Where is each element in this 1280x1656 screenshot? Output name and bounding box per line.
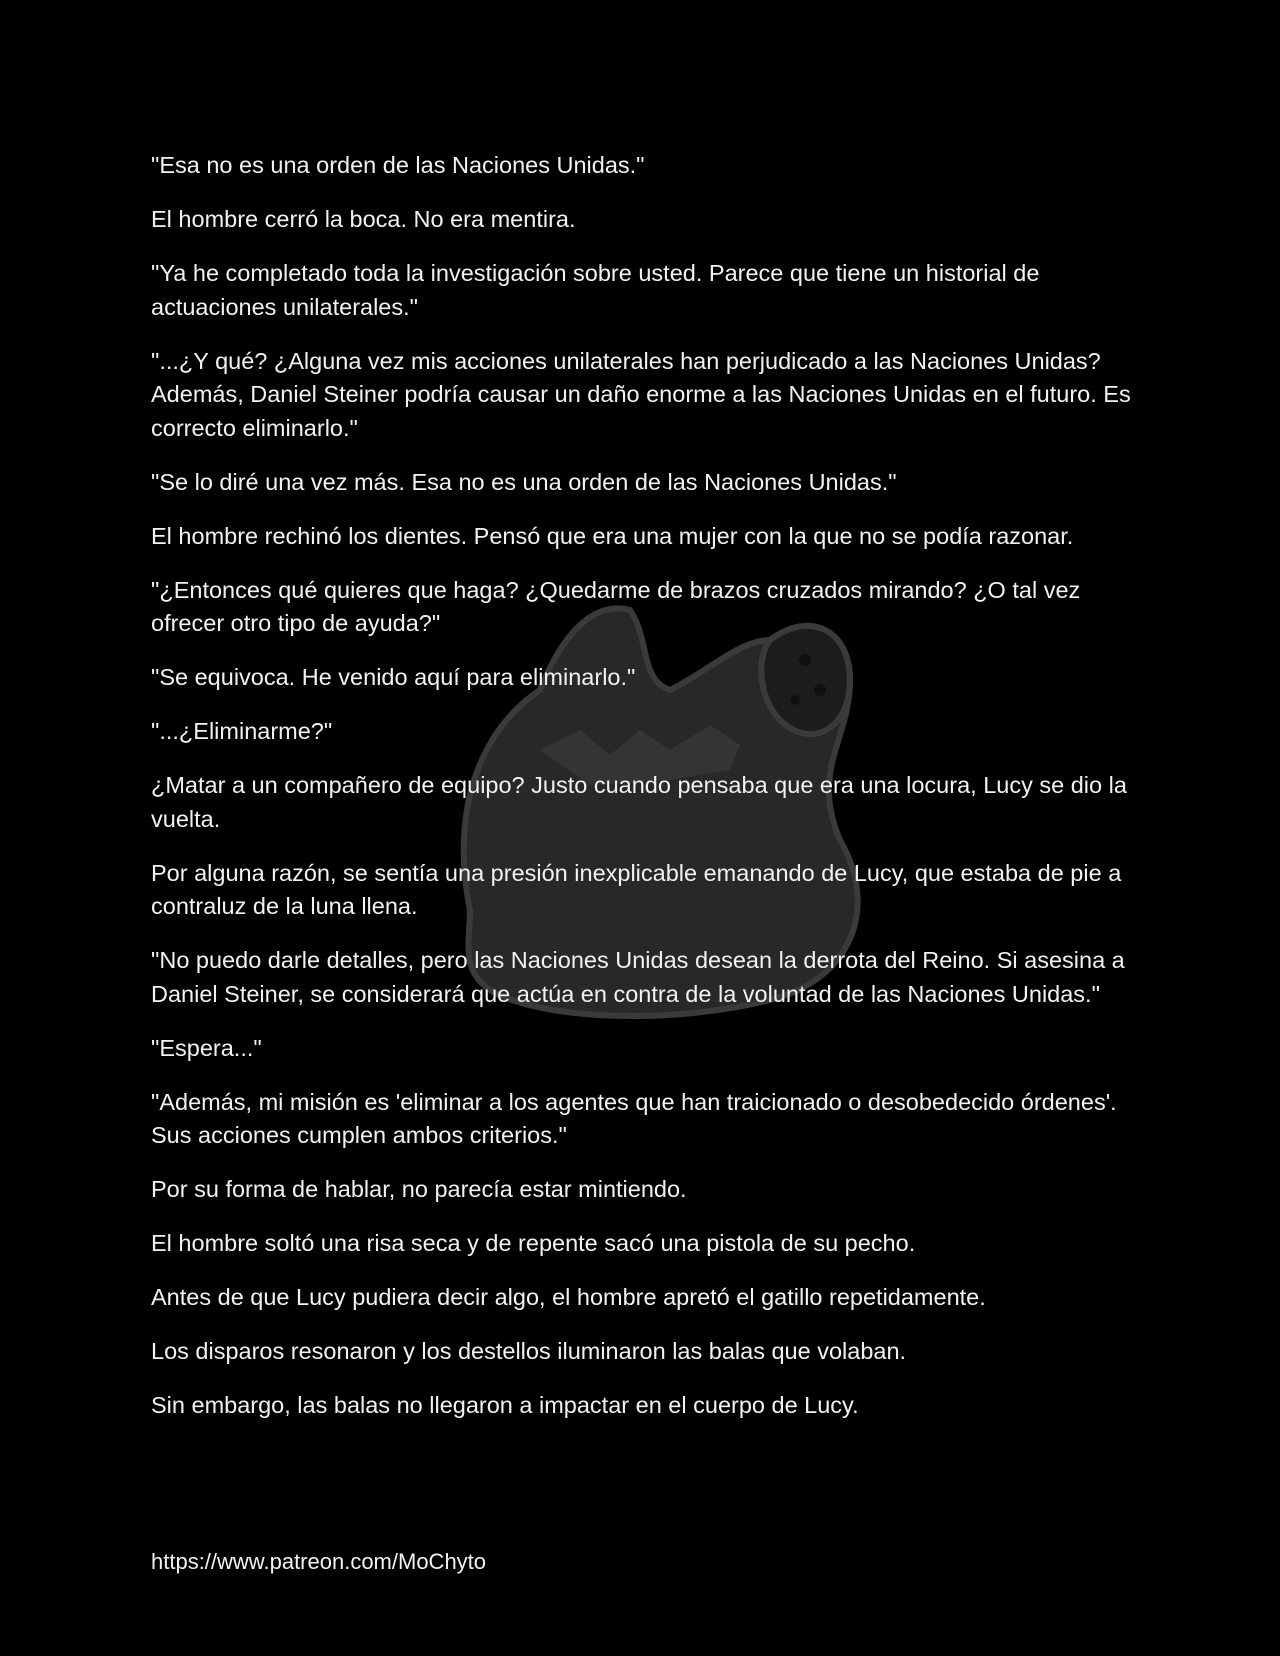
- paragraph: "Se equivoca. He venido aquí para eliminarlo.": [151, 664, 636, 690]
- paragraph: "Ya he completado toda la investigación sobre usted. Parece que tiene un historial de actuaciones unilaterales.": [151, 260, 1040, 320]
- paragraph: "¿Entonces qué quieres que haga? ¿Quedarme de brazos cruzados mirando? ¿O tal vez ofrecer otro tipo de ayuda?": [151, 576, 1081, 636]
- paragraph: Antes de que Lucy pudiera decir algo, el hombre apretó el gatillo repetidamente.: [151, 1284, 986, 1310]
- paragraph: "Esa no es una orden de las Naciones Unidas.": [151, 152, 645, 178]
- paragraph: ¿Matar a un compañero de equipo? Justo cuando pensaba que era una locura, Lucy se dio la vuelta.: [151, 772, 1127, 832]
- paragraph: El hombre soltó una risa seca y de repente sacó una pistola de su pecho.: [151, 1230, 916, 1256]
- paragraph: "...¿Y qué? ¿Alguna vez mis acciones unilaterales han perjudicado a las Naciones Unidas? Además, Daniel Steiner podría causar un daño enorme a las Naciones Unidas en el futuro. Es correcto eliminarlo.": [151, 347, 1131, 441]
- paragraph: El hombre rechinó los dientes. Pensó que era una mujer con la que no se podía razonar.: [151, 522, 1074, 549]
- paragraph: "...¿Eliminarme?": [151, 718, 333, 744]
- paragraph: "No puedo darle detalles, pero las Naciones Unidas desean la derrota del Reino. Si asesina a Daniel Steiner, se considerará que actúa en contra de la voluntad de las Naciones Unidas.": [151, 947, 1125, 1007]
- paragraph: Sin embargo, las balas no llegaron a impactar en el cuerpo de Lucy.: [151, 1392, 859, 1418]
- paragraph: "Además, mi misión es 'eliminar a los agentes que han traicionado o desobedecido órdenes'. Sus acciones cumplen ambos criterios.": [151, 1088, 1117, 1148]
- paragraph: El hombre cerró la boca. No era mentira.: [151, 206, 576, 232]
- paragraph: Por su forma de hablar, no parecía estar mintiendo.: [151, 1176, 687, 1202]
- paragraph: Los disparos resonaron y los destellos iluminaron las balas que volaban.: [151, 1338, 907, 1364]
- paragraph: "Se lo diré una vez más. Esa no es una orden de las Naciones Unidas.": [151, 468, 897, 495]
- paragraph: Por alguna razón, se sentía una presión inexplicable emanando de Lucy, que estaba de pie a contraluz de la luna llena.: [151, 859, 1122, 919]
- patreon-link[interactable]: https://www.patreon.com/MoChyto: [151, 1549, 487, 1574]
- paragraph: "Espera...": [151, 1034, 262, 1061]
- story-text: [151, 149, 1141, 1443]
